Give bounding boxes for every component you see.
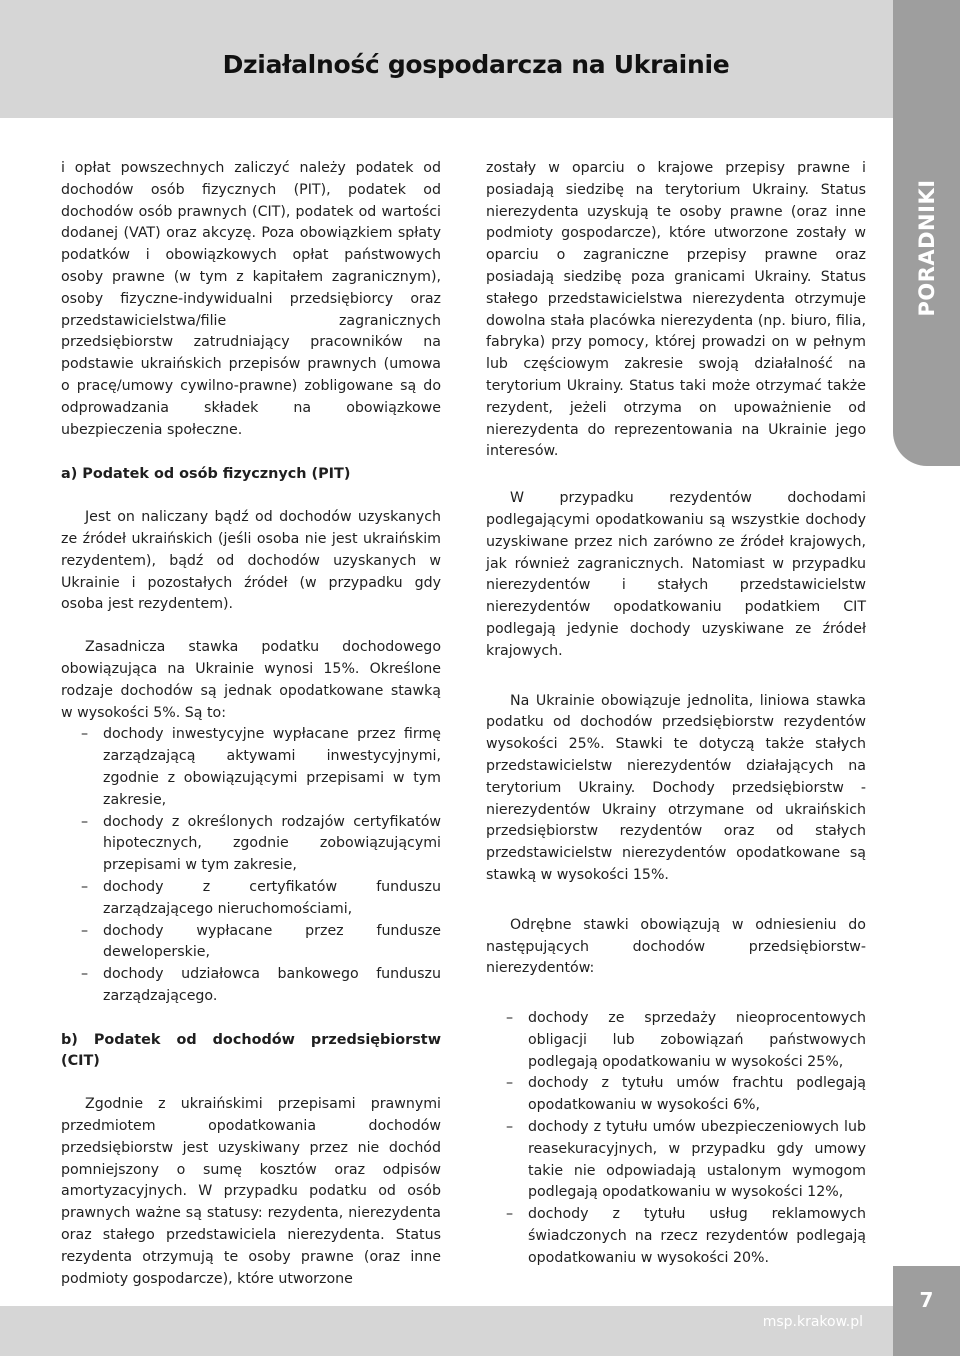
list-item: – dochody z tytułu usług reklamowych świadczonych na rzecz rezydentów podlegają opodatkowaniu w wysokości 20%. <box>506 1206 866 1266</box>
cit-paragraph-2: W przypadku rezydentów dochodami podlegającymi opodatkowaniu są wszystkie dochody uzyskiwane przez nich zarówno ze źródeł krajowych, jak również zagranicznych. Natomiast w przypadku nierezydentów i stałych przedstawicielstw nierezydentów opodatkowaniu podatkiem CIT podlegają jedynie dochody uzyskiwane ze źródeł krajowych. <box>486 490 866 659</box>
section-heading-pit: a) Podatek od osób fizycznych (PIT) <box>61 466 351 483</box>
cit-continuation: zostały w oparciu o krajowe przepisy prawne i posiadają siedzibę na terytorium Ukrainy. Status nierezydenta uzyskują te osoby prawne (oraz inne podmioty gospodarcze), które utworzone zostały w oparciu o zagraniczne przepisy prawne oraz posiadają siedzibę poza granicami Ukrainy. Status stałego przedstawicielstwa nierezydenta otrzymuje dowolna stała placówka nierezydenta (np. biuro, filia, fabryka) przy pomocy, której prowadzi on w pełnym lub częściowym zakresie swoją działalność na terytorium Ukrainy. Status taki może otrzymać także rezydent, jeżeli otrzyma on upoważnienie od nierezydenta do reprezentowania na Ukrainie jego interesów. <box>486 160 866 460</box>
section-tab-label: PORADNIKI <box>914 179 939 317</box>
nonresident-rates-list <box>486 1008 866 1270</box>
dash-bullet-icon: – <box>81 813 89 830</box>
dash-bullet-icon: – <box>81 878 89 895</box>
list-item: – dochody z tytułu umów frachtu podlegają opodatkowaniu w wysokości 6%, <box>506 1075 866 1114</box>
section-side-tab <box>893 0 960 466</box>
intro-paragraph: i opłat powszechnych zaliczyć należy podatek od dochodów osób fizycznych (PIT), podatek od dochodów osób prawnych (CIT), podatek od wartości dodanej (VAT) oraz akcyzę. Poza obowiązkiem spłaty podatków i obowiązkowych opłat państwowych osoby prawne (w tym z kapitałem zagranicznym), osoby fizyczne-indywidualni przedsiębiorcy oraz przedstawicielstwa/filie zagranicznych przedsiębiorstw zatrudniający pracowników na podstawie ukraińskich przepisów prawnych (umowa o pracę/umowy cywilno-prawne) zobligowane są do odprowadzania składek na obowiązkowe ubezpieczenia społeczne. <box>61 160 441 438</box>
dash-bullet-icon: – <box>506 1010 514 1027</box>
dash-bullet-icon: – <box>506 1119 514 1136</box>
page-number: 7 <box>919 1288 934 1312</box>
footer-website-link[interactable]: msp.krakow.pl <box>762 1314 863 1330</box>
list-item: – dochody wypłacane przez fundusze deweloperskie, <box>81 922 441 961</box>
dash-bullet-icon: – <box>81 726 89 743</box>
cit-paragraph-1: Zgodnie z ukraińskimi przepisami prawnymi przedmiotem opodatkowania dochodów przedsiębiorstw jest uzyskiwany przez nie dochód pomniejszony o sumę kosztów oraz odpisów amortyzacyjnych. W przypadku podatku od osób prawnych ważne są statusy: rezydenta, nierezydenta oraz stałego przedstawiciela nierezydenta. Status rezydenta otrzymują te osoby prawne (oraz inne podmioty gospodarcze), które utworzone <box>61 1096 441 1287</box>
dash-bullet-icon: – <box>81 966 89 983</box>
list-item: – dochody z określonych rodzajów certyfikatów hipotecznych, zgodnie zobowiązującymi przepisami w tym zakresie, <box>81 813 441 874</box>
list-item: – dochody ze sprzedaży nieoprocentowych obligacji lub zobowiązań państwowych podlegają opodatkowaniu w wysokości 25%, <box>506 1010 866 1070</box>
page-number-tab <box>893 1266 960 1356</box>
right-column <box>486 158 866 1270</box>
pit-paragraph-1: Jest on naliczany bądź od dochodów uzyskanych ze źródeł ukraińskich (jeśli osoba nie jest ukraińskim rezydentem), bądź od dochodów uzyskanych w Ukrainie i pozostałych źródeł (w przypadku gdy osoba jest rezydentem). <box>61 509 441 613</box>
pit-5pct-list <box>61 724 441 1007</box>
pit-paragraph-2: Zasadnicza stawka podatku dochodowego obowiązująca na Ukrainie wynosi 15%. Określone rodzaje dochodów są jednak opodatkowane stawką w wysokości 5%. Są to: <box>61 639 441 721</box>
list-item: – dochody inwestycyjne wypłacane przez firmę zarządzającą aktywami inwestycyjnymi, zgodnie z obowiązującymi przepisami w tym zakresie, <box>81 726 441 808</box>
page-footer <box>0 1306 893 1356</box>
list-item: – dochody z tytułu umów ubezpieczeniowych lub reasekuracyjnych, w przypadku gdy umowy takie nie odpowiadają ustalonym wymogom podlegają opodatkowaniu w wysokości 12%, <box>506 1119 866 1201</box>
section-heading-cit: b) Podatek od dochodów przedsiębiorstw (CIT) <box>61 1031 441 1070</box>
list-item: – dochody z certyfikatów funduszu zarządzającego nieruchomościami, <box>81 878 441 917</box>
left-column <box>61 158 441 1290</box>
cit-paragraph-4: Odrębne stawki obowiązują w odniesieniu do następujących dochodów przedsiębiorstw-nierezydentów: <box>486 916 866 977</box>
cit-paragraph-3: Na Ukrainie obowiązuje jednolita, liniowa stawka podatku od dochodów przedsiębiorstw rezydentów wysokości 25%. Stawki te dotyczą także stałych przedstawicielstw nierezydentów działających na terytorium Ukrainy. Dochody przedsiębiorstw - nierezydentów Ukrainy otrzymane od ukraińskich przedsiębiorstw rezydentów oraz od stałych przedstawicielstw nierezydentów opodatkowane są stawką w wysokości 15%. <box>486 692 866 883</box>
list-item: – dochody udziałowca bankowego funduszu zarządzającego. <box>81 966 441 1004</box>
dash-bullet-icon: – <box>506 1206 514 1223</box>
dash-bullet-icon: – <box>81 922 89 939</box>
page-header <box>0 0 893 118</box>
page-title: Działalność gospodarcza na Ukrainie <box>222 50 730 79</box>
dash-bullet-icon: – <box>506 1075 514 1092</box>
